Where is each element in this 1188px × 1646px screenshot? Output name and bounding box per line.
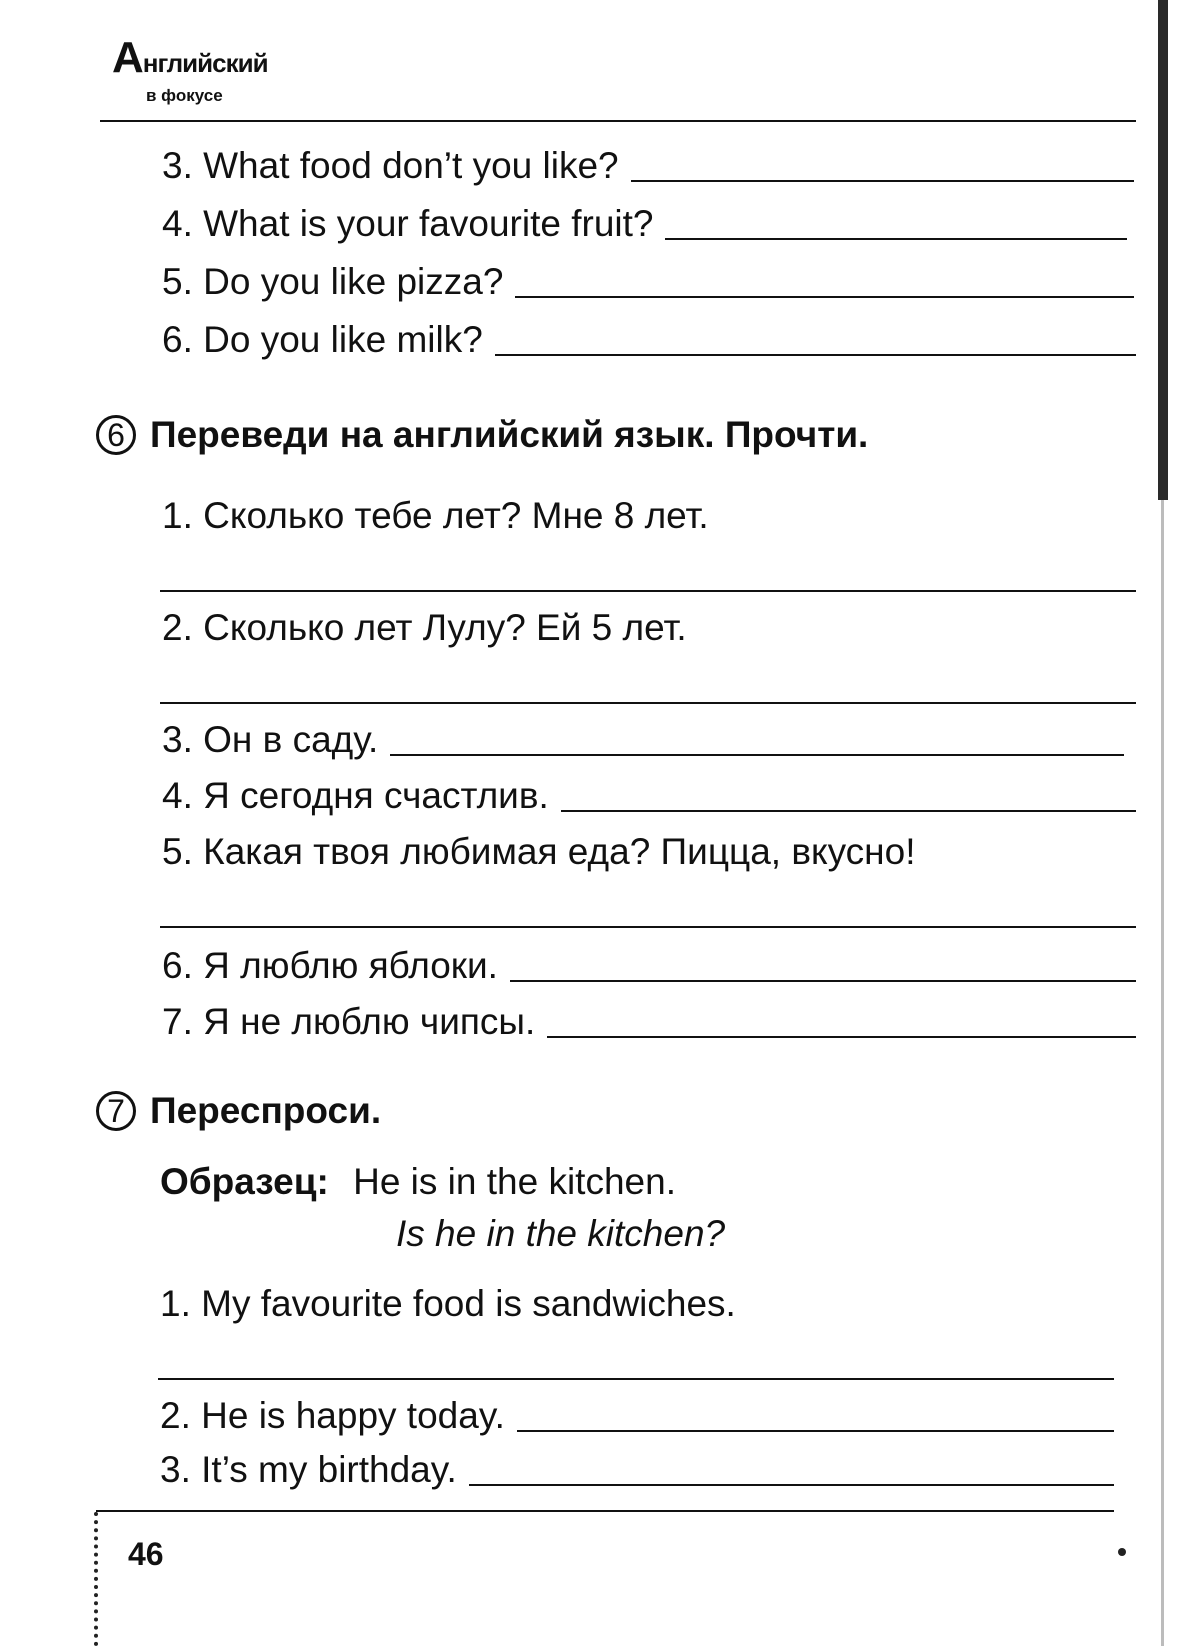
question-row	[162, 144, 1134, 188]
question-text: 6. Do you like milk?	[162, 319, 483, 360]
translation-item: 3. Он в саду.	[162, 719, 379, 760]
footer-dotted-edge	[94, 1512, 98, 1646]
answer-line[interactable]	[160, 926, 1136, 928]
logo-subtitle: в фокусе	[146, 86, 223, 105]
answer-line[interactable]	[510, 980, 1136, 982]
translation-item: 4. Я сегодня счастлив.	[162, 775, 549, 816]
header-rule	[100, 120, 1136, 122]
page-edge-line	[1161, 500, 1164, 1646]
book-logo	[112, 33, 312, 108]
question-text: 3. What food don’t you like?	[162, 145, 619, 186]
task-title: Переспроси.	[150, 1090, 382, 1131]
question-text: 4. What is your favourite fruit?	[162, 203, 654, 244]
translation-row	[162, 774, 1136, 818]
translation-item: 6. Я люблю яблоки.	[162, 945, 498, 986]
answer-line[interactable]	[469, 1484, 1114, 1486]
question-row	[162, 318, 1136, 362]
question-row	[162, 260, 1134, 304]
rephrase-row	[160, 1394, 1114, 1438]
answer-line[interactable]	[561, 810, 1136, 812]
page-number: 46	[128, 1536, 164, 1572]
task-7-heading	[96, 1090, 381, 1132]
answer-line[interactable]	[160, 702, 1136, 704]
translation-item: 5. Какая твоя любимая еда? Пицца, вкусно!	[162, 831, 916, 872]
sample-label: Образец:	[160, 1161, 329, 1202]
translation-item: 7. Я не люблю чипсы.	[162, 1001, 536, 1042]
footer-rule	[96, 1510, 1114, 1512]
translation-row	[162, 944, 1136, 988]
page-edge-shadow	[1158, 0, 1168, 500]
logo-title	[112, 33, 268, 82]
answer-line[interactable]	[515, 296, 1134, 298]
rephrase-item: 3. It’s my birthday.	[160, 1449, 457, 1490]
logo-title-first-letter: А	[112, 33, 143, 82]
rephrase-item: 2. He is happy today.	[160, 1395, 505, 1436]
sample-question: Is he in the kitchen?	[396, 1213, 726, 1254]
answer-line[interactable]	[160, 590, 1136, 592]
sample-row	[160, 1160, 676, 1204]
rephrase-row	[160, 1448, 1114, 1492]
task-number-circle: 7	[96, 1091, 136, 1131]
answer-line[interactable]	[495, 354, 1136, 356]
footer-bullet	[1118, 1548, 1126, 1556]
translation-item: 1. Сколько тебе лет? Мне 8 лет.	[162, 495, 709, 536]
translation-row	[162, 718, 1124, 762]
task-6-heading	[96, 414, 868, 456]
translation-item: 2. Сколько лет Лулу? Ей 5 лет.	[162, 607, 687, 648]
task-title: Переведи на английский язык. Прочти.	[150, 414, 869, 455]
answer-line[interactable]	[665, 238, 1127, 240]
answer-line[interactable]	[390, 754, 1124, 756]
translation-row	[162, 1000, 1136, 1044]
answer-line[interactable]	[631, 180, 1134, 182]
answer-line[interactable]	[547, 1036, 1136, 1038]
question-text: 5. Do you like pizza?	[162, 261, 504, 302]
logo-title-rest: нглийский	[142, 48, 268, 78]
sample-statement: He is in the kitchen.	[353, 1161, 676, 1202]
answer-line[interactable]	[158, 1378, 1114, 1380]
question-row	[162, 202, 1127, 246]
rephrase-item: 1. My favourite food is sandwiches.	[160, 1283, 736, 1324]
answer-line[interactable]	[517, 1430, 1114, 1432]
task-number-circle: 6	[96, 415, 136, 455]
